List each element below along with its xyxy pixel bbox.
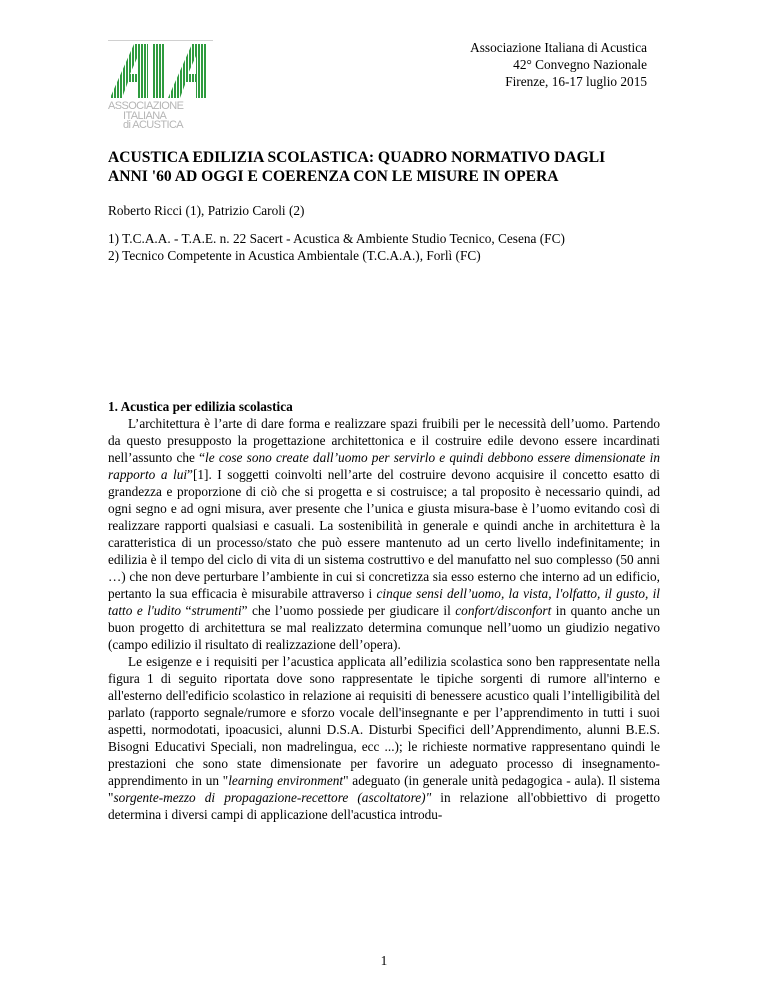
page-number: 1 — [380, 953, 388, 968]
section-heading: 1. Acustica per edilizia scolastica — [108, 399, 293, 414]
paragraph — [108, 653, 660, 823]
event-name: 42° Convegno Nazionale — [513, 57, 647, 72]
text-run: ” che l’uomo possiede per giudicare il — [241, 603, 456, 618]
title-line: ACUSTICA EDILIZIA SCOLASTICA: QUADRO NORMATIVO DAGLI — [108, 149, 606, 166]
aia-logo-mark — [108, 40, 238, 100]
text-run: ”[1]. I soggetti coinvolti nell’arte del costruire devono acquisire il concetto esatto di grandezza e proporzione di ciò che si progetta e si costruisce; a tal proposito è necessario quindi, ad ogni segno e ad ogni misura, aver presente che l’unica e giusta misura-base è l’uomo evitando così di realizzare rapporti qualsiasi e casuali. La sostenibilità in generale e quindi anche in architettura è la caratteristica di un processo/stato che può essere mantenuto ad un certo livello indefinitamente; in edilizia è il tempo del ciclo di vita di un sistema costruttivo e del manufatto nel suo complesso (50 anni …) che non deve perturbare l’ambiente in cui si concretizza sia esso esterno che interno ad un edificio, pertanto la sua efficacia è misurabile attraverso i — [108, 467, 660, 601]
affiliation: 1) T.C.A.A. - T.A.E. n. 22 Sacert - Acustica & Ambiente Studio Tecnico, Cesena (FC) — [108, 231, 565, 246]
text-run: in relazione all'obbiettivo di progetto determina i diversi campi di applicazione dell'acustica introdu- — [108, 790, 660, 822]
italic-run: strumenti — [191, 603, 242, 618]
italic-run: confort/disconfort — [455, 603, 552, 618]
logo-text-line: di ACUSTICA — [123, 119, 184, 131]
paper-title — [108, 148, 668, 186]
italic-run: sorgente-mezzo di propagazione-recettore (ascoltatore)" — [113, 790, 432, 805]
text-run: Le esigenze e i requisiti per l’acustica applicata all’edilizia scolastica sono ben rappresentate nella figura 1 di seguito riportata dove sono rappresentate le tipiche sorgenti di rumore all'interno e all'esterno dell'edificio scolastico in relazione ai requisiti di benessere acustico quali l’intelligibilità del parlato (rapporto segnale/rumore e sforzo vocale dell'insegnante e per l’apprendimento in tutti i suoi aspetti, normodotati, ipoacusici, alunni D.S.A. Disturbi Specifici dell’Apprendimento, alunni B.E.S. Bisogni Educativi Speciali, non madrelingua, ecc ...); le richieste normative rappresentano quindi le prestazioni che sono state dimensionate per favorire un adeguato processo di insegnamento-apprendimento in un " — [108, 654, 660, 788]
aia-logo — [108, 40, 238, 130]
conference-header — [470, 39, 647, 90]
authors: Roberto Ricci (1), Patrizio Caroli (2) — [108, 203, 305, 218]
italic-run: cinque sensi dell’uomo, la vista, l'olfatto, il gusto, il tatto e l'udito — [108, 586, 661, 618]
logo-text-line: ITALIANA — [123, 109, 167, 122]
title-line: ANNI '60 AD OGGI E COERENZA CON LE MISURE IN OPERA — [108, 168, 559, 185]
text-run: " adeguato (in generale unità pedagogica - aula). Il sistema " — [108, 773, 660, 805]
italic-run: learning environment — [228, 773, 344, 788]
logo-text-line: ASSOCIAZIONE — [108, 100, 184, 112]
org-name: Associazione Italiana di Acustica — [470, 40, 647, 55]
event-place-date: Firenze, 16-17 luglio 2015 — [505, 74, 647, 89]
paragraph — [108, 415, 660, 653]
body-text — [108, 398, 660, 823]
affiliations — [108, 230, 565, 264]
logo-text — [108, 102, 238, 131]
text-run: L’architettura è l’arte di dare forma e realizzare spazi fruibili per le necessità dell’uomo. Partendo da questo presupposto la progettazione architettonica e il costruire edile devono essere incardinati nell’assunto che “ — [108, 416, 660, 465]
italic-run: le cose sono create dall’uomo per servirlo e quindi debbono essere dimensionate in rapporto a lui — [108, 450, 660, 482]
affiliation: 2) Tecnico Competente in Acustica Ambientale (T.C.A.A.), Forlì (FC) — [108, 248, 481, 263]
text-run: “ — [181, 603, 192, 618]
text-run: in quanto anche un buon progetto di architettura se mal realizzato determina comunque nell’uomo un giudizio negativo (campo edilizio il risultato di realizzazione dell’opera). — [108, 603, 660, 652]
